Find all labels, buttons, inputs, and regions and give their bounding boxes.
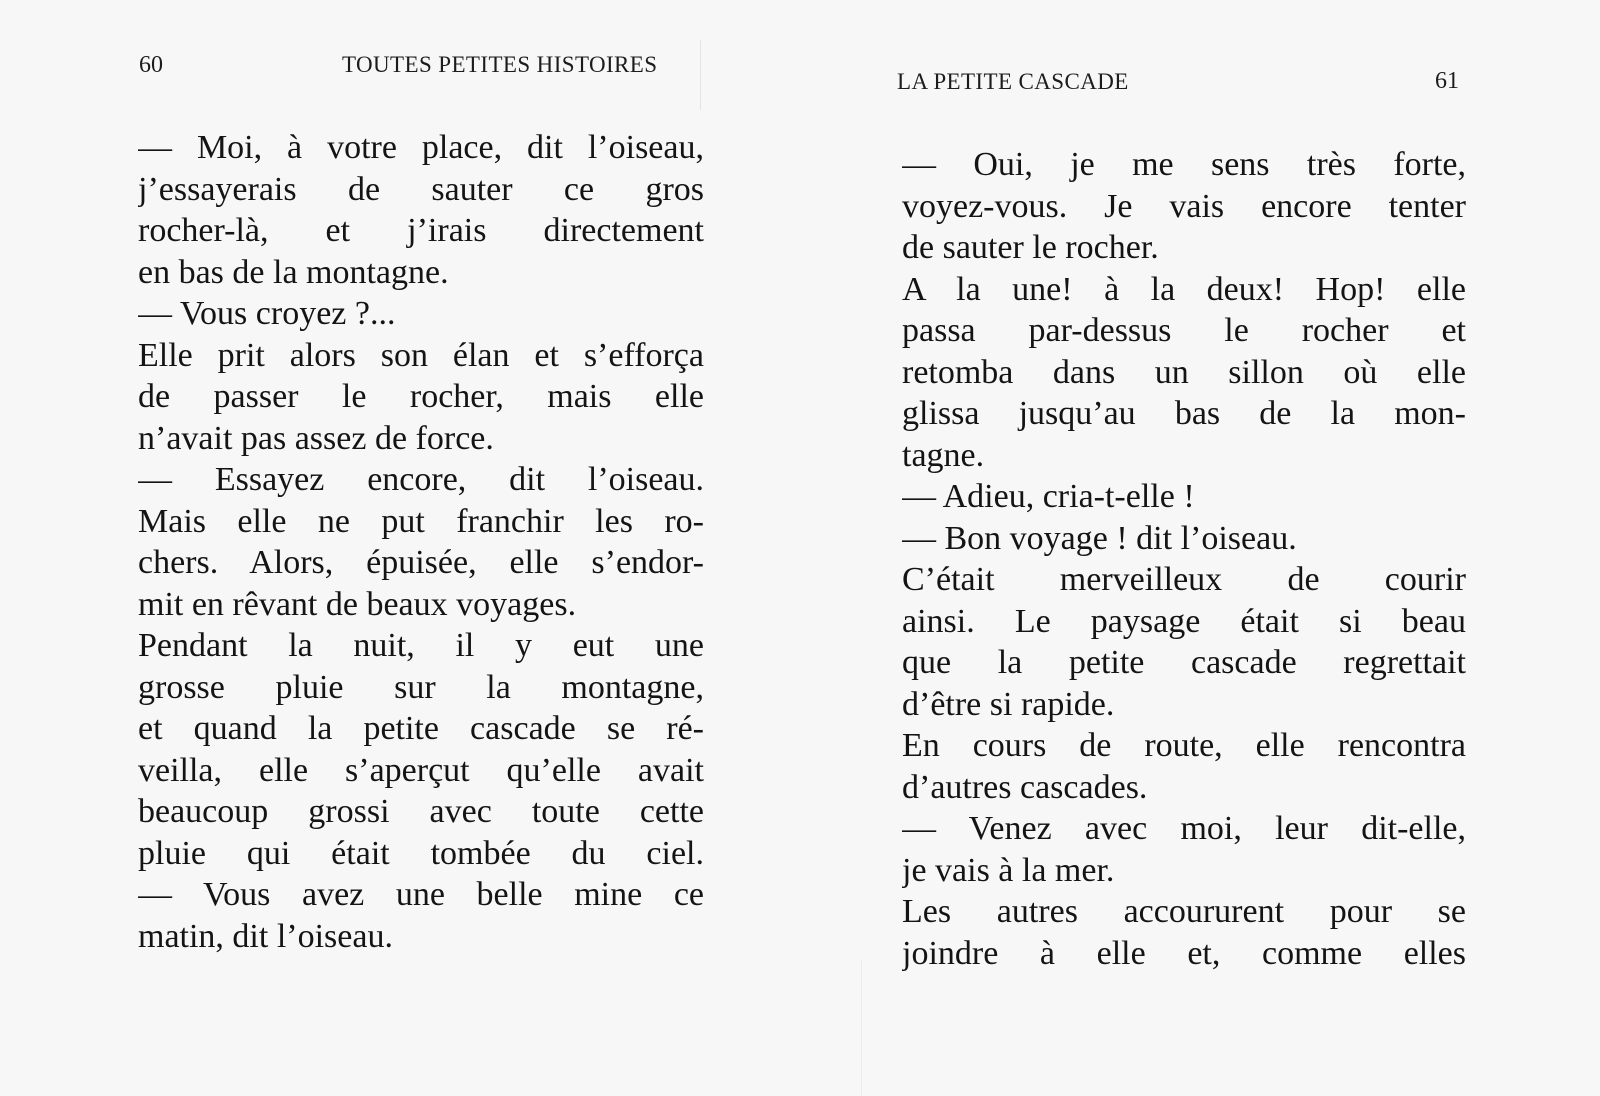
text-line: chers. Alors, épuisée, elle s’endor- <box>138 544 704 581</box>
text-line: de passer le rocher, mais elle <box>138 378 704 415</box>
text-line: — Oui, je me sens très forte, <box>902 146 1466 183</box>
text-line: — Moi, à votre place, dit l’oiseau, <box>138 129 704 166</box>
page-number: 61 <box>1435 68 1459 94</box>
running-head: TOUTES PETITES HISTOIRES <box>342 52 658 77</box>
text-line: pluie qui était tombée du ciel. <box>138 834 704 872</box>
text-line: Pendant la nuit, il y eut une <box>138 627 704 664</box>
text-line: retomba dans un sillon où elle <box>902 353 1466 391</box>
body-text <box>902 144 1466 974</box>
right-page <box>800 0 1600 1096</box>
page-number: 60 <box>139 52 163 78</box>
text-line: Elle prit alors son élan et s’efforça <box>138 336 704 374</box>
text-line: grosse pluie sur la montagne, <box>138 668 704 706</box>
text-line: — Bon voyage ! dit l’oiseau. <box>902 519 1297 557</box>
text-line: d’autres cascades. <box>902 768 1148 806</box>
text-line: En cours de route, elle rencontra <box>902 727 1466 764</box>
text-line: n’avait pas assez de force. <box>138 419 494 457</box>
text-line: mit en rêvant de beaux voyages. <box>138 585 577 623</box>
text-line: A la une! à la deux! Hop! elle <box>902 270 1466 308</box>
text-line: — Essayez encore, dit l’oiseau. <box>138 461 704 498</box>
text-line: — Venez avec moi, leur dit-elle, <box>902 810 1466 847</box>
running-head: LA PETITE CASCADE <box>897 69 1129 94</box>
text-line: tagne. <box>902 436 985 474</box>
text-line: j’essayerais de sauter ce gros <box>138 170 704 208</box>
text-line: passa par-dessus le rocher et <box>902 312 1466 349</box>
text-line: glissa jusqu’au bas de la mon- <box>902 395 1466 432</box>
text-line: veilla, elle s’aperçut qu’elle avait <box>138 751 704 789</box>
text-line: de sauter le rocher. <box>902 229 1159 266</box>
text-line: ainsi. Le paysage était si beau <box>902 602 1466 640</box>
text-line: Les autres accoururent pour se <box>902 893 1466 930</box>
text-line: — Adieu, cria-t-elle ! <box>902 478 1195 515</box>
body-text <box>138 127 704 957</box>
text-line: en bas de la montagne. <box>138 253 449 291</box>
text-line: d’être si rapide. <box>902 685 1115 723</box>
text-line: Mais elle ne put franchir les ro- <box>138 502 704 540</box>
text-line: que la petite cascade regrettait <box>902 644 1466 681</box>
text-line: voyez-vous. Je vais encore tenter <box>902 187 1466 225</box>
text-line: beaucoup grossi avec toute cette <box>138 793 704 830</box>
text-line: matin, dit l’oiseau. <box>138 917 393 955</box>
text-line: et quand la petite cascade se ré- <box>138 710 704 747</box>
text-line: joindre à elle et, comme elles <box>902 934 1466 972</box>
text-line: je vais à la mer. <box>902 851 1115 889</box>
text-line: C’était merveilleux de courir <box>902 561 1466 598</box>
text-line: — Vous croyez ?... <box>138 295 396 332</box>
text-line: — Vous avez une belle mine ce <box>138 876 704 913</box>
text-line: rocher-là, et j’irais directement <box>138 212 704 249</box>
